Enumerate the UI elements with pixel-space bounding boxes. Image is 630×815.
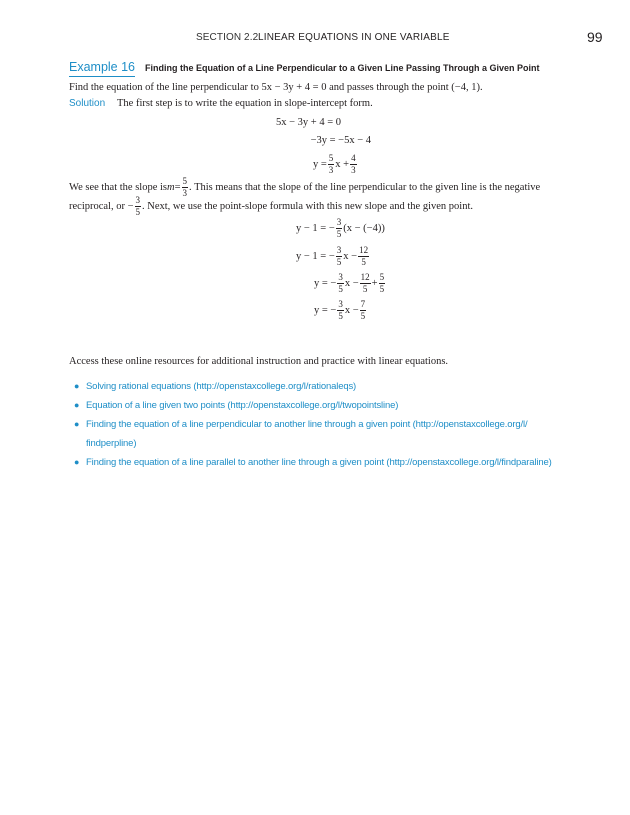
bullet-icon: ● xyxy=(74,457,80,467)
fraction xyxy=(135,196,142,217)
denominator: 5 xyxy=(361,256,366,267)
solution-intro: The first step is to write the equation in slope-intercept form. xyxy=(117,98,373,109)
example-label: Example 16 xyxy=(69,60,135,77)
equation-mid: x + xyxy=(335,158,350,170)
equation-lhs: y = − xyxy=(314,304,337,316)
numerator: 12 xyxy=(359,244,369,255)
bullet-icon: ● xyxy=(74,400,80,410)
resource-link-perpendicular-continued[interactable] xyxy=(74,434,594,453)
resource-link-perpendicular[interactable] xyxy=(74,415,594,434)
numerator: 5 xyxy=(379,271,385,282)
example-heading xyxy=(69,60,589,78)
denominator: 5 xyxy=(338,283,343,294)
resource-links xyxy=(74,377,594,472)
fraction xyxy=(337,300,344,321)
link-text[interactable]: Finding the equation of a line parallel to another line through a given point (http://openstaxcollege.org/l/findparaline) xyxy=(86,457,552,468)
numerator: 7 xyxy=(360,298,366,309)
equation-text: −3y = −5x − 4 xyxy=(310,134,371,146)
point-slope-step-4 xyxy=(314,297,367,323)
solution-label: Solution xyxy=(69,98,106,109)
fraction xyxy=(360,300,367,321)
fraction xyxy=(379,273,386,294)
fraction xyxy=(337,273,344,294)
denominator: 5 xyxy=(379,283,385,294)
problem-statement: Find the equation of the line perpendicular to 5x − 3y + 4 = 0 and passes through the point (−4, 1). xyxy=(69,82,483,93)
point-slope-step-2 xyxy=(296,243,370,269)
numerator: 5 xyxy=(328,152,334,163)
denominator: 5 xyxy=(135,206,141,217)
text-run: We see that the slope is xyxy=(69,181,168,193)
section-title: LINEAR EQUATIONS IN ONE VARIABLE xyxy=(258,32,450,43)
link-text[interactable]: Equation of a line given two points (http://openstaxcollege.org/l/twopointsline) xyxy=(86,400,399,411)
text-run: . Next, we use the point-slope formula with this new slope and the given point. xyxy=(142,200,473,212)
resource-link-two-points[interactable] xyxy=(74,396,594,415)
slope-explanation-line-2 xyxy=(69,194,473,218)
text-run: = xyxy=(174,181,181,193)
equation-rest: (x − (−4)) xyxy=(343,222,385,234)
numerator: 3 xyxy=(338,271,343,282)
numerator: 3 xyxy=(336,216,342,227)
text-run: . This means that the slope of the line perpendicular to the given line is the negative xyxy=(189,181,541,193)
equation-lhs: y − 1 = − xyxy=(296,222,335,234)
section-number: SECTION 2.2 xyxy=(196,32,259,43)
equation-mid: x − xyxy=(344,304,359,316)
equation-lhs: y = − xyxy=(314,277,337,289)
denominator: 5 xyxy=(336,228,342,239)
denominator: 5 xyxy=(360,310,366,321)
resource-link-parallel[interactable] xyxy=(74,453,594,472)
equation-mid: x − xyxy=(344,277,359,289)
fraction xyxy=(336,218,343,239)
bullet-icon: ● xyxy=(74,419,80,429)
denominator: 3 xyxy=(182,187,188,198)
resource-link-rational-equations[interactable] xyxy=(74,377,594,396)
resources-intro: Access these online resources for additional instruction and practice with linear equations. xyxy=(69,356,449,367)
link-text[interactable]: findperpline) xyxy=(86,438,137,449)
equation-lhs: y = xyxy=(313,158,327,170)
running-head xyxy=(0,30,630,46)
text-run: reciprocal, or − xyxy=(69,200,134,212)
point-slope-step-3 xyxy=(314,270,386,296)
point-slope-step-1 xyxy=(296,215,385,241)
numerator: 3 xyxy=(338,298,343,309)
numerator: 3 xyxy=(135,194,141,205)
link-text[interactable]: Solving rational equations (http://openstaxcollege.org/l/rationaleqs) xyxy=(86,381,357,392)
numerator: 12 xyxy=(360,271,370,282)
link-text[interactable]: Finding the equation of a line perpendicular to another line through a given point (http://openstaxcollege.org/l/ xyxy=(86,419,528,430)
fraction xyxy=(358,246,369,267)
equation-step-3 xyxy=(313,151,358,177)
equation-mid: x − xyxy=(343,250,358,262)
fraction xyxy=(360,273,371,294)
equation-mid: + xyxy=(371,277,378,289)
equation-lhs: y − 1 = − xyxy=(296,250,335,262)
fraction xyxy=(336,246,343,267)
denominator: 3 xyxy=(351,164,356,175)
bullet-icon: ● xyxy=(74,381,80,391)
numerator: 4 xyxy=(351,152,356,163)
numerator: 5 xyxy=(182,175,188,186)
equation-step-2 xyxy=(200,129,371,151)
denominator: 5 xyxy=(338,310,343,321)
denominator: 3 xyxy=(328,164,334,175)
example-title: Finding the Equation of a Line Perpendicular to a Given Line Passing Through a Given Point xyxy=(145,63,540,73)
denominator: 5 xyxy=(362,283,368,294)
page-number: 99 xyxy=(587,29,603,45)
equation-text: 5x − 3y + 4 = 0 xyxy=(275,116,341,128)
numerator: 3 xyxy=(336,244,342,255)
fraction xyxy=(328,154,335,175)
denominator: 5 xyxy=(336,256,342,267)
math-variable: m xyxy=(167,181,175,193)
fraction xyxy=(350,154,357,175)
